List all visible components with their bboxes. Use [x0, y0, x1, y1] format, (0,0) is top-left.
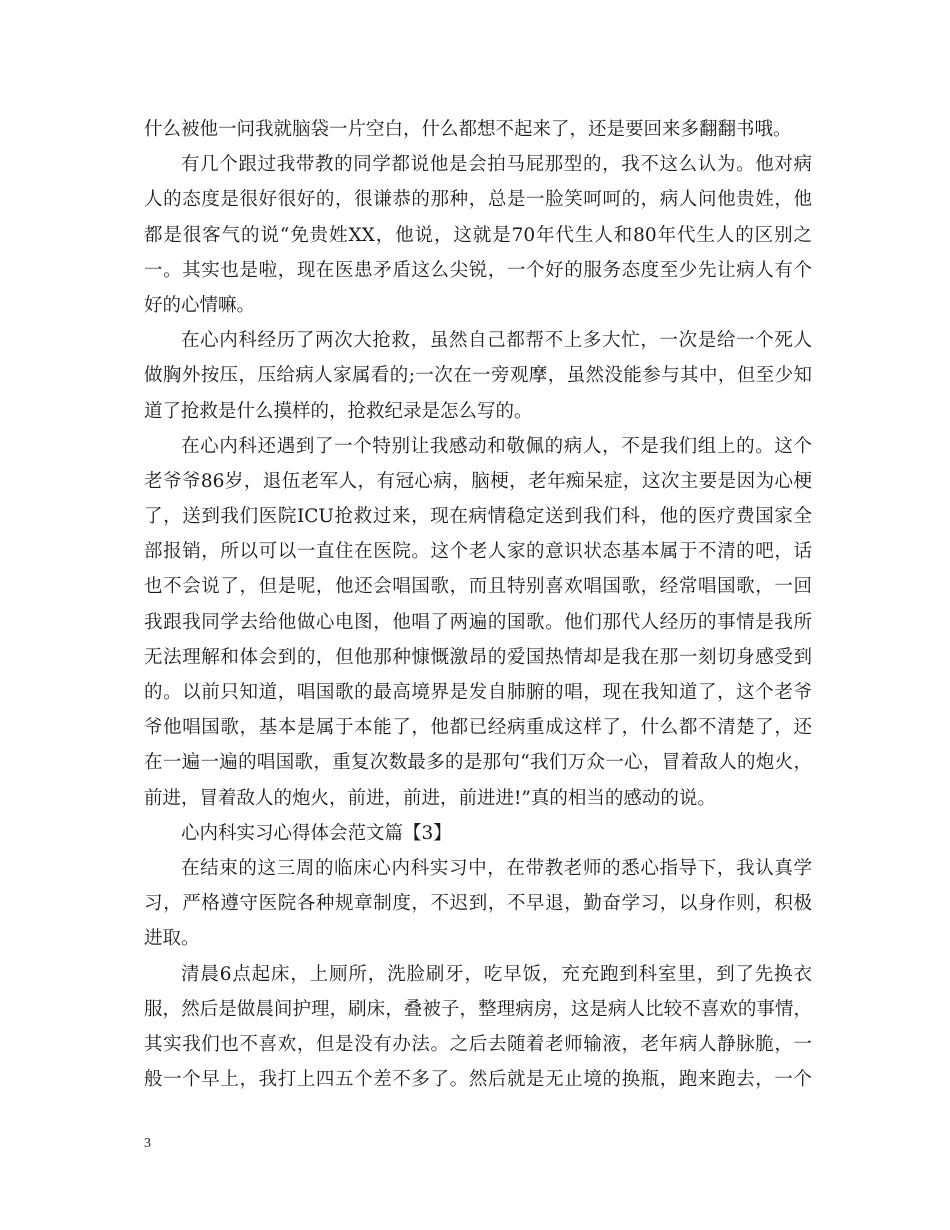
text-line: 在心内科还遇到了一个特别让我感动和敬佩的病人，不是我们组上的。这个: [181, 435, 812, 457]
text-line: 进取。: [144, 928, 200, 950]
text-line: 在心内科经历了两次大抢救，虽然自己都帮不上多大忙，一次是给一个死人: [181, 330, 812, 352]
text-line: 我跟我同学去给他做心电图，他唱了两遍的国歌。他们那代人经历的事情是我所: [144, 611, 812, 633]
text-line: 服，然后是做晨间护理，刷床，叠被子，整理病房，这是病人比较不喜欢的事情，: [144, 998, 812, 1020]
text-line: 人的态度是很好很好的，很谦恭的那种，总是一脸笑呵呵的，病人问他贵姓，他: [144, 189, 812, 211]
text-line: 无法理解和体会到的，但他那种慷慨激昂的爱国热情却是我在那一刻切身感受到: [144, 646, 812, 668]
text-line: 习，严格遵守医院各种规章制度，不迟到，不早退，勤奋学习，以身作则，积极: [144, 893, 812, 915]
text-line: 什么被他一问我就脑袋一片空白，什么都想不起来了，还是要回来多翻翻书哦。: [144, 119, 792, 140]
text-line: 其实我们也不喜欢，但是没有办法。之后去随着老师输液，老年病人静脉脆，一: [144, 1033, 812, 1055]
text-line: 了，送到我们医院ICU抢救过来，现在病情稳定送到我们科，他的医疗费国家全: [144, 506, 812, 528]
text-line: 在一遍一遍的唱国歌，重复次数最多的是那句“我们万众一心，冒着敌人的炮火，: [144, 752, 812, 774]
text-line: 都是很客气的说“免贵姓XX，他说，这就是70年代生人和80年代生人的区别之: [144, 224, 812, 246]
text-line: 前进，冒着敌人的炮火，前进，前进，前进进!”真的相当的感动的说。: [144, 787, 716, 809]
text-line: 的。以前只知道，唱国歌的最高境界是发自肺腑的唱，现在我知道了，这个老爷: [144, 682, 812, 703]
document-body: [144, 112, 812, 1097]
text-line: 好的心情嘛。: [144, 294, 256, 316]
text-line: 在结束的这三周的临床心内科实习中，在带教老师的悉心指导下，我认真学: [181, 857, 812, 879]
text-line: 清晨6点起床，上厕所，洗脸刷牙，吃早饭，充充跑到科室里，到了先换衣: [181, 963, 812, 985]
text-line: 心内科实习心得体会范文篇【3】: [181, 822, 452, 844]
text-line: 爷他唱国歌，基本是属于本能了，他都已经病重成这样了，什么都不清楚了，还: [144, 717, 812, 739]
text-line: 也不会说了，但是呢，他还会唱国歌，而且特别喜欢唱国歌，经常唱国歌，一回: [144, 576, 812, 598]
text-line: 有几个跟过我带教的同学都说他是会拍马屁那型的，我不这么认为。他对病: [181, 154, 812, 176]
text-line: 道了抢救是什么摸样的，抢救纪录是怎么写的。: [144, 400, 533, 422]
page-number: 3: [144, 1136, 151, 1151]
text-line: 做胸外按压，压给病人家属看的;一次在一旁观摩，虽然没能参与其中，但至少知: [144, 365, 812, 387]
text-line: 老爷爷86岁，退伍老军人，有冠心病，脑梗，老年痴呆症，这次主要是因为心梗: [144, 470, 812, 492]
text-line: 一。其实也是啦，现在医患矛盾这么尖锐，一个好的服务态度至少先让病人有个: [144, 259, 812, 281]
text-line: 般一个早上，我打上四五个差不多了。然后就是无止境的换瓶，跑来跑去，一个: [144, 1069, 812, 1091]
text-line: 部报销，所以可以一直住在医院。这个老人家的意识状态基本属于不清的吧，话: [144, 541, 812, 563]
